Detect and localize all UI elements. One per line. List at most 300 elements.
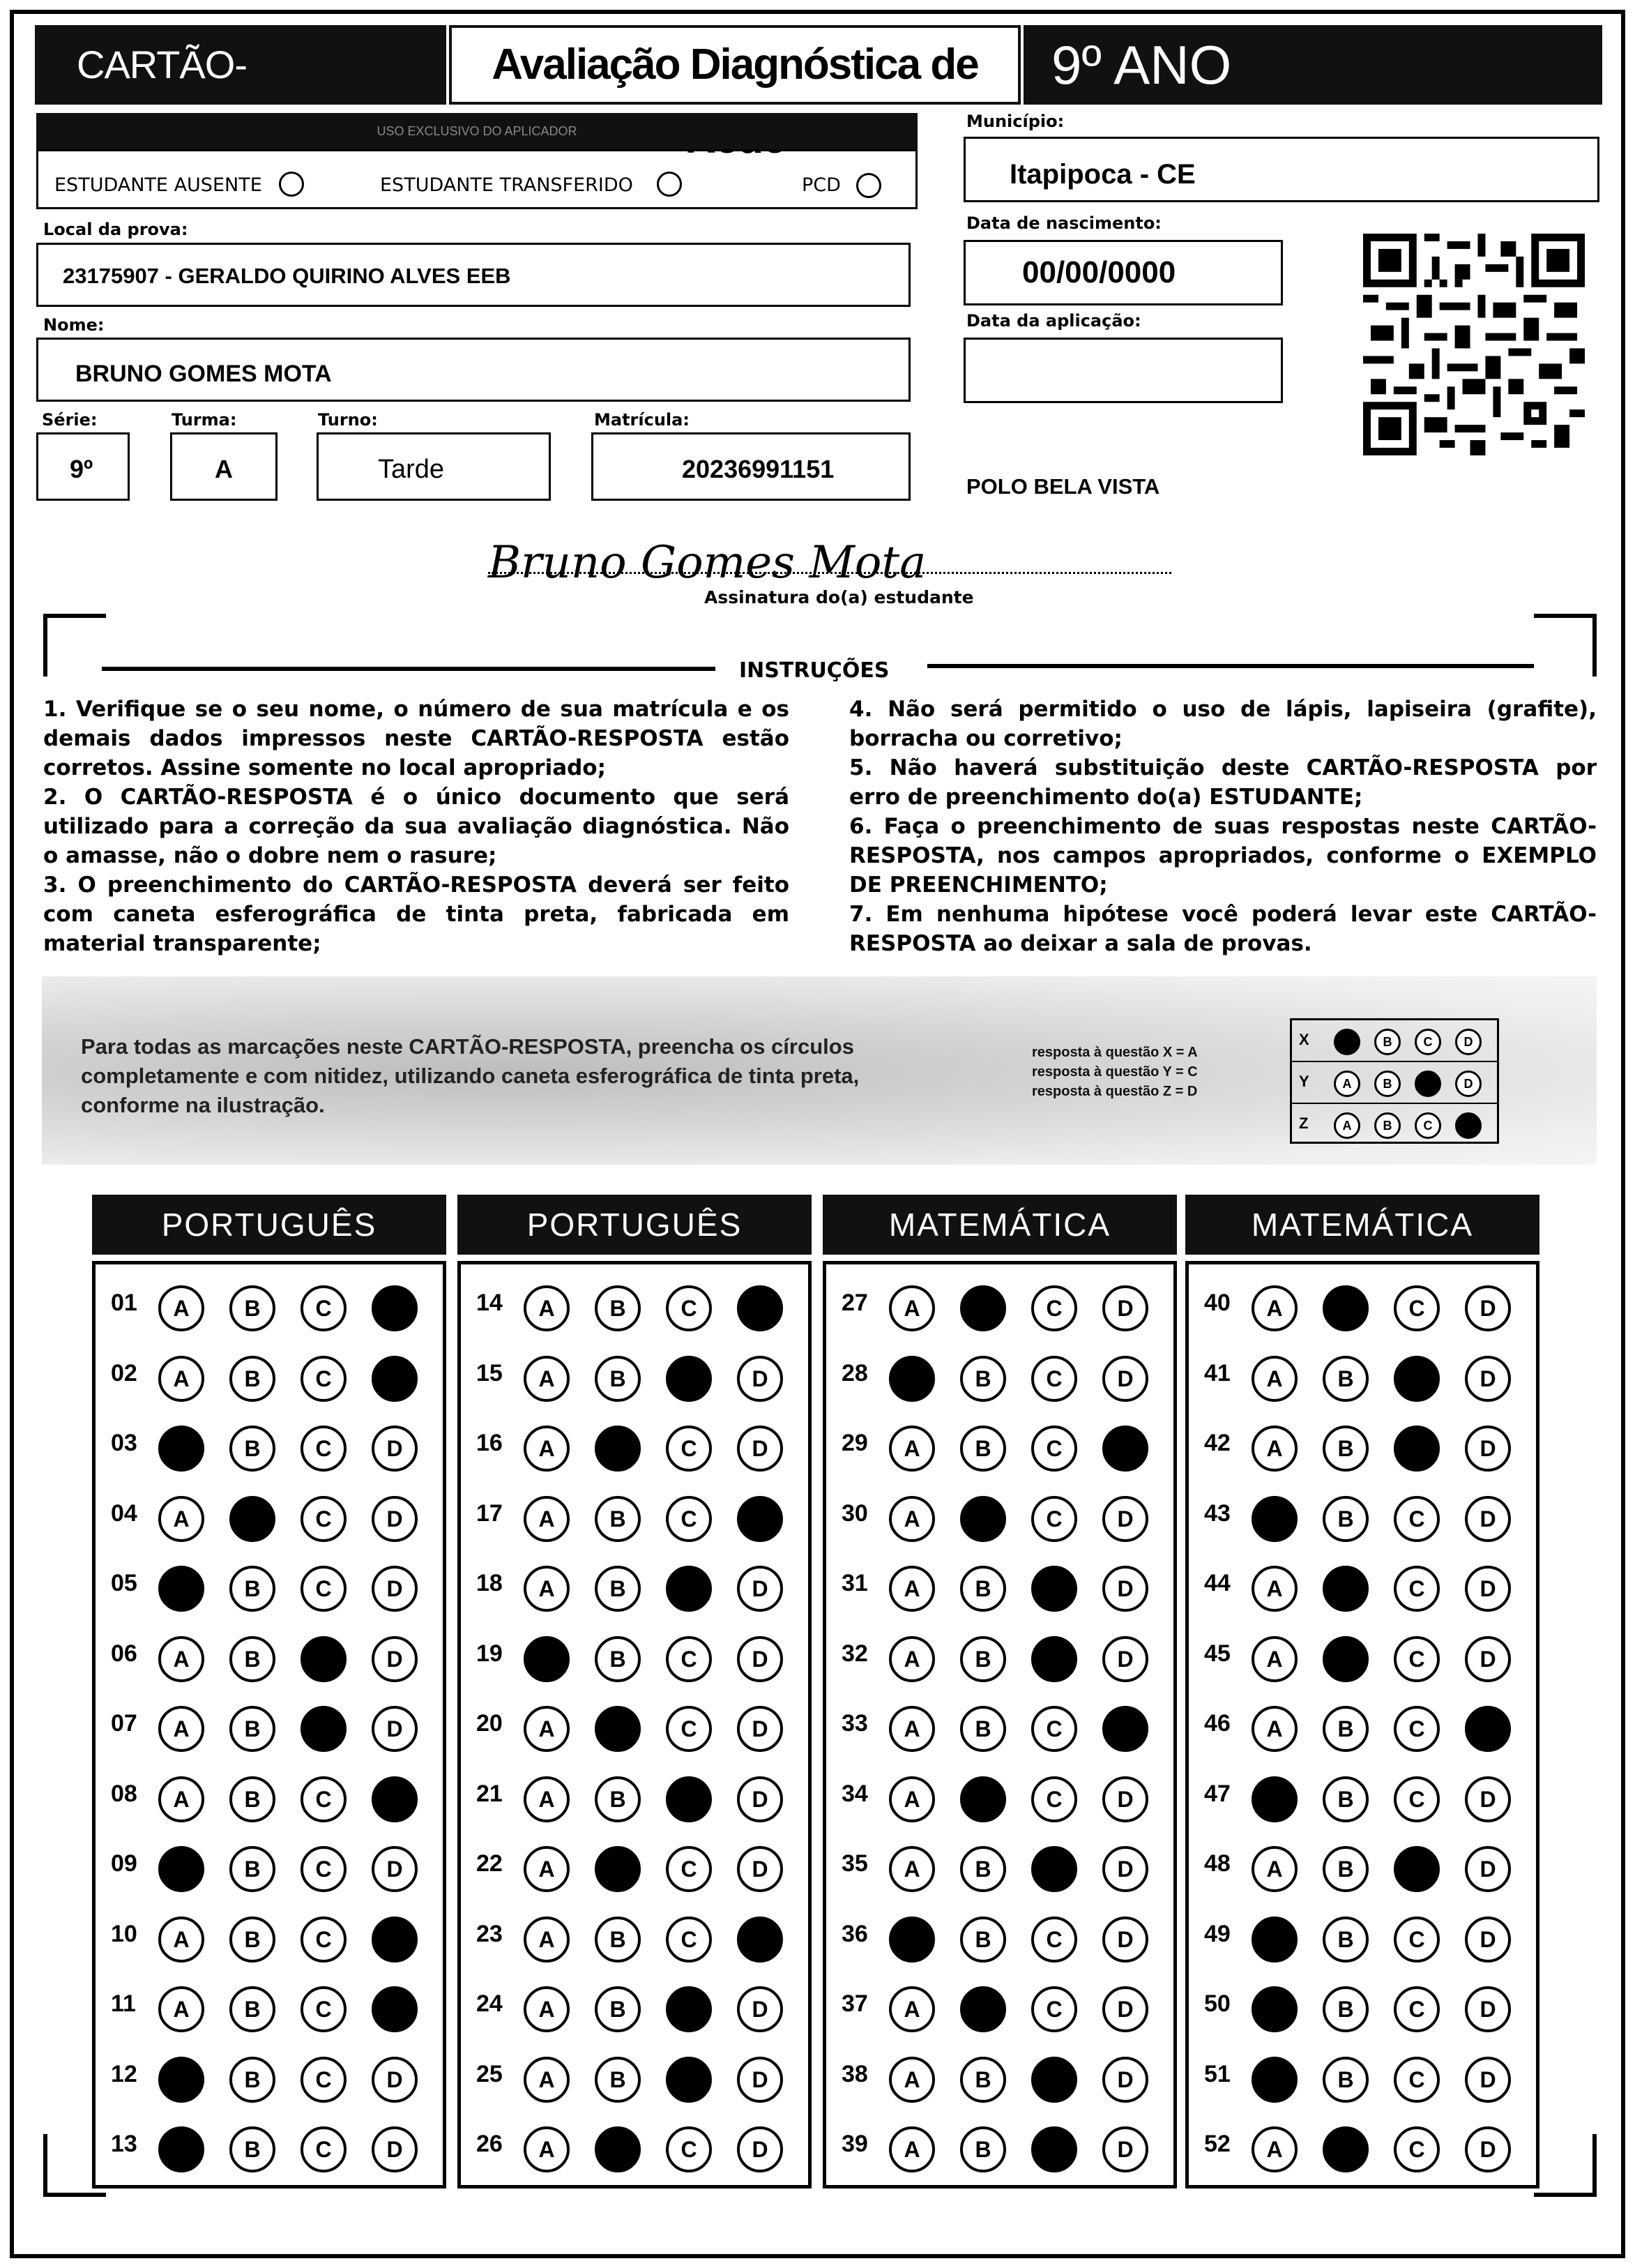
answer-bubble-49-a[interactable]: A <box>1252 1917 1298 1963</box>
municipio-value: Itapipoca - CE <box>1010 159 1196 190</box>
answer-bubble-13-a[interactable]: A <box>158 2126 204 2172</box>
answer-bubble-35-c[interactable]: C <box>1031 1846 1077 1892</box>
answer-bubble-34-a[interactable]: A <box>889 1776 935 1822</box>
turma-value: A <box>215 455 233 483</box>
question-number: 14 <box>476 1290 503 1316</box>
question-number: 05 <box>111 1570 137 1596</box>
answer-bubble-50-a[interactable]: A <box>1252 1986 1298 2032</box>
answer-bubble-06-c[interactable]: C <box>301 1636 347 1682</box>
answer-bubble-10-d[interactable]: D <box>372 1917 418 1963</box>
question-row-48 <box>1189 1835 1536 1891</box>
answer-bubble-12-a[interactable]: A <box>158 2057 204 2103</box>
answer-bubble-13-d[interactable]: D <box>372 2126 418 2172</box>
answer-bubble-35-d[interactable]: D <box>1102 1846 1148 1892</box>
answer-bubble-16-c[interactable]: C <box>666 1426 712 1472</box>
answer-bubble-51-a[interactable]: A <box>1252 2057 1298 2103</box>
answer-bubble-36-d[interactable]: D <box>1102 1917 1148 1963</box>
answer-bubble-39-c[interactable]: C <box>1031 2126 1077 2172</box>
answer-bubble-45-d[interactable]: D <box>1465 1636 1511 1682</box>
answer-bubble-21-c[interactable]: C <box>666 1776 712 1822</box>
answer-bubble-52-d[interactable]: D <box>1465 2126 1511 2172</box>
answer-bubble-05-a[interactable]: A <box>158 1566 204 1612</box>
answer-bubble-17-a[interactable]: A <box>524 1496 570 1542</box>
answer-bubble-36-b[interactable]: B <box>960 1917 1006 1963</box>
answer-bubble-18-c[interactable]: C <box>666 1566 712 1612</box>
answer-bubble-38-b[interactable]: B <box>960 2057 1006 2103</box>
answer-bubble-27-b[interactable]: B <box>960 1285 1006 1331</box>
answer-bubble-03-c[interactable]: C <box>301 1426 347 1472</box>
answer-bubble-19-d[interactable]: D <box>737 1636 783 1682</box>
answer-bubble-05-d[interactable]: D <box>372 1566 418 1612</box>
answer-bubble-16-d[interactable]: D <box>737 1426 783 1472</box>
question-row-44 <box>1189 1555 1536 1610</box>
answer-bubble-48-a[interactable]: A <box>1252 1846 1298 1892</box>
answer-bubble-50-b[interactable]: B <box>1323 1986 1369 2032</box>
answer-bubble-08-a[interactable]: A <box>158 1776 204 1822</box>
answer-bubble-36-a[interactable]: A <box>889 1917 935 1963</box>
question-row-37 <box>826 1975 1173 2031</box>
answer-bubble-16-a[interactable]: A <box>524 1426 570 1472</box>
answer-bubble-32-b[interactable]: B <box>960 1636 1006 1682</box>
question-row-02 <box>96 1345 443 1400</box>
question-row-16 <box>461 1414 808 1470</box>
answer-bubble-40-d[interactable]: D <box>1465 1285 1511 1331</box>
question-row-31 <box>826 1555 1173 1610</box>
answer-bubble-26-a[interactable]: A <box>524 2126 570 2172</box>
answer-bubble-02-c[interactable]: C <box>301 1356 347 1402</box>
question-number: 02 <box>111 1359 137 1386</box>
answer-bubble-13-c[interactable]: C <box>301 2126 347 2172</box>
aplicacao-label: Data da aplicação: <box>966 311 1141 331</box>
question-row-40 <box>1189 1274 1536 1330</box>
question-row-45 <box>1189 1625 1536 1681</box>
answer-bubble-29-c[interactable]: C <box>1031 1426 1077 1472</box>
answer-bubble-21-a[interactable]: A <box>524 1776 570 1822</box>
answer-bubble-11-b[interactable]: B <box>229 1986 275 2032</box>
answer-bubble-10-a[interactable]: A <box>158 1917 204 1963</box>
answer-bubble-23-a[interactable]: A <box>524 1917 570 1963</box>
question-number: 22 <box>476 1850 503 1877</box>
answer-bubble-45-b[interactable]: B <box>1323 1636 1369 1682</box>
signature-handwritten: Bruno Gomes Mota <box>488 537 927 589</box>
answer-bubble-12-d[interactable]: D <box>372 2057 418 2103</box>
answer-bubble-25-c[interactable]: C <box>666 2057 712 2103</box>
answer-bubble-43-c[interactable]: C <box>1394 1496 1440 1542</box>
answer-bubble-42-d[interactable]: D <box>1465 1426 1511 1472</box>
question-row-51 <box>1189 2046 1536 2101</box>
question-number: 40 <box>1204 1290 1231 1316</box>
answer-bubble-19-a[interactable]: A <box>524 1636 570 1682</box>
question-row-19 <box>461 1625 808 1681</box>
transferred-checkbox[interactable] <box>657 172 682 197</box>
answer-bubble-01-b[interactable]: B <box>229 1285 275 1331</box>
example-bubble-d <box>1455 1112 1482 1139</box>
answer-bubble-01-d[interactable]: D <box>372 1285 418 1331</box>
answer-bubble-07-b[interactable]: B <box>229 1706 275 1752</box>
answer-bubble-23-c[interactable]: C <box>666 1917 712 1963</box>
answer-bubble-30-c[interactable]: C <box>1031 1496 1077 1542</box>
answer-bubble-19-b[interactable]: B <box>595 1636 641 1682</box>
example-bubble-d: D <box>1455 1071 1482 1097</box>
answer-bubble-33-b[interactable]: B <box>960 1706 1006 1752</box>
answer-bubble-43-d[interactable]: D <box>1465 1496 1511 1542</box>
answer-bubble-14-b[interactable]: B <box>595 1285 641 1331</box>
question-row-35 <box>826 1835 1173 1891</box>
answer-bubble-03-b[interactable]: B <box>229 1426 275 1472</box>
subject-header-2: PORTUGUÊS <box>457 1195 812 1255</box>
absent-checkbox[interactable] <box>279 172 304 197</box>
answer-bubble-22-a[interactable]: A <box>524 1846 570 1892</box>
answer-bubble-13-b[interactable]: B <box>229 2126 275 2172</box>
answer-bubble-17-d[interactable]: D <box>737 1496 783 1542</box>
answer-bubble-42-a[interactable]: A <box>1252 1426 1298 1472</box>
question-row-05 <box>96 1555 443 1610</box>
answer-bubble-52-a[interactable]: A <box>1252 2126 1298 2172</box>
answer-bubble-09-b[interactable]: B <box>229 1846 275 1892</box>
answer-bubble-45-a[interactable]: A <box>1252 1636 1298 1682</box>
answer-bubble-04-c[interactable]: C <box>301 1496 347 1542</box>
answer-bubble-41-d[interactable]: D <box>1465 1356 1511 1402</box>
answer-bubble-38-c[interactable]: C <box>1031 2057 1077 2103</box>
answer-bubble-01-c[interactable]: C <box>301 1285 347 1331</box>
answer-bubble-51-b[interactable]: B <box>1323 2057 1369 2103</box>
example-bubble-b: B <box>1374 1071 1401 1097</box>
answer-bubble-18-b[interactable]: B <box>595 1566 641 1612</box>
answer-bubble-49-b[interactable]: B <box>1323 1917 1369 1963</box>
question-row-14 <box>461 1274 808 1330</box>
question-number: 50 <box>1204 1990 1231 2017</box>
answer-bubble-26-d[interactable]: D <box>737 2126 783 2172</box>
subject-header-4: MATEMÁTICA <box>1185 1195 1539 1255</box>
answer-bubble-27-d[interactable]: D <box>1102 1285 1148 1331</box>
answer-bubble-47-a[interactable]: A <box>1252 1776 1298 1822</box>
question-row-47 <box>1189 1765 1536 1821</box>
example-bubble-b: B <box>1374 1029 1401 1055</box>
answer-bubble-45-c[interactable]: C <box>1394 1636 1440 1682</box>
answer-bubble-29-d[interactable]: D <box>1102 1426 1148 1472</box>
question-row-23 <box>461 1905 808 1961</box>
answer-bubble-37-b[interactable]: B <box>960 1986 1006 2032</box>
answer-bubble-07-c[interactable]: C <box>301 1706 347 1752</box>
answer-bubble-38-a[interactable]: A <box>889 2057 935 2103</box>
question-row-42 <box>1189 1414 1536 1470</box>
answer-bubble-25-d[interactable]: D <box>737 2057 783 2103</box>
answer-bubble-33-c[interactable]: C <box>1031 1706 1077 1752</box>
answer-bubble-28-a[interactable]: A <box>889 1356 935 1402</box>
answer-bubble-03-a[interactable]: A <box>158 1426 204 1472</box>
answer-bubble-22-c[interactable]: C <box>666 1846 712 1892</box>
example-text: Para todas as marcações neste CARTÃO-RESPOSTA, preencha os círculos completamente e com nitidez, utilizando caneta esferográfica de tinta preta, conforme na ilustração. <box>81 1034 860 1117</box>
instructions-title: INSTRUÇÕES <box>739 658 890 683</box>
question-row-09 <box>96 1835 443 1891</box>
answer-bubble-11-a[interactable]: A <box>158 1986 204 2032</box>
subject-header-3: MATEMÁTICA <box>823 1195 1177 1255</box>
answer-bubble-38-d[interactable]: D <box>1102 2057 1148 2103</box>
answer-bubble-14-d[interactable]: D <box>737 1285 783 1331</box>
question-number: 10 <box>111 1920 137 1947</box>
answer-bubble-24-c[interactable]: C <box>666 1986 712 2032</box>
question-row-24 <box>461 1975 808 2031</box>
municipio-label: Município: <box>966 112 1065 131</box>
answer-bubble-04-d[interactable]: D <box>372 1496 418 1542</box>
answer-bubble-04-b[interactable]: B <box>229 1496 275 1542</box>
answer-bubble-21-b[interactable]: B <box>595 1776 641 1822</box>
question-number: 41 <box>1204 1359 1231 1386</box>
answer-bubble-24-b[interactable]: B <box>595 1986 641 2032</box>
answer-bubble-36-c[interactable]: C <box>1031 1917 1077 1963</box>
answer-bubble-48-b[interactable]: B <box>1323 1846 1369 1892</box>
answer-bubble-48-c[interactable]: C <box>1394 1846 1440 1892</box>
answer-bubble-52-b[interactable]: B <box>1323 2126 1369 2172</box>
answer-bubble-31-b[interactable]: B <box>960 1566 1006 1612</box>
answer-bubble-20-d[interactable]: D <box>737 1706 783 1752</box>
example-bubble-b: B <box>1374 1112 1401 1139</box>
answer-bubble-30-b[interactable]: B <box>960 1496 1006 1542</box>
answer-bubble-31-d[interactable]: D <box>1102 1566 1148 1612</box>
answer-bubble-05-b[interactable]: B <box>229 1566 275 1612</box>
answer-bubble-42-b[interactable]: B <box>1323 1426 1369 1472</box>
answer-bubble-06-a[interactable]: A <box>158 1636 204 1682</box>
answer-bubble-37-c[interactable]: C <box>1031 1986 1077 2032</box>
answer-bubble-09-a[interactable]: A <box>158 1846 204 1892</box>
answer-bubble-49-c[interactable]: C <box>1394 1917 1440 1963</box>
answer-bubble-10-b[interactable]: B <box>229 1917 275 1963</box>
question-row-01 <box>96 1274 443 1330</box>
answer-bubble-32-c[interactable]: C <box>1031 1636 1077 1682</box>
answer-bubble-47-b[interactable]: B <box>1323 1776 1369 1822</box>
example-row-label: X <box>1299 1031 1309 1048</box>
question-row-10 <box>96 1905 443 1961</box>
question-row-20 <box>461 1695 808 1751</box>
answer-bubble-33-a[interactable]: A <box>889 1706 935 1752</box>
local-label: Local da prova: <box>43 220 188 239</box>
answer-bubble-35-b[interactable]: B <box>960 1846 1006 1892</box>
example-row-x <box>1292 1020 1497 1062</box>
question-number: 35 <box>842 1850 868 1877</box>
answer-bubble-24-a[interactable]: A <box>524 1986 570 2032</box>
question-number: 42 <box>1204 1430 1231 1456</box>
question-number: 51 <box>1204 2060 1231 2087</box>
answer-bubble-44-c[interactable]: C <box>1394 1566 1440 1612</box>
answer-bubble-46-c[interactable]: C <box>1394 1706 1440 1752</box>
question-row-21 <box>461 1765 808 1821</box>
answer-bubble-03-d[interactable]: D <box>372 1426 418 1472</box>
answer-bubble-26-b[interactable]: B <box>595 2126 641 2172</box>
answer-bubble-44-a[interactable]: A <box>1252 1566 1298 1612</box>
answer-bubble-43-b[interactable]: B <box>1323 1496 1369 1542</box>
question-row-28 <box>826 1345 1173 1400</box>
answer-bubble-27-c[interactable]: C <box>1031 1285 1077 1331</box>
answer-bubble-25-a[interactable]: A <box>524 2057 570 2103</box>
answer-bubble-23-d[interactable]: D <box>737 1917 783 1963</box>
transferred-label: ESTUDANTE TRANSFERIDO <box>380 174 633 196</box>
answer-bubble-34-c[interactable]: C <box>1031 1776 1077 1822</box>
answer-bubble-50-d[interactable]: D <box>1465 1986 1511 2032</box>
answer-bubble-35-a[interactable]: A <box>889 1846 935 1892</box>
answer-bubble-37-a[interactable]: A <box>889 1986 935 2032</box>
answer-bubble-25-b[interactable]: B <box>595 2057 641 2103</box>
answer-bubble-43-a[interactable]: A <box>1252 1496 1298 1542</box>
answer-bubble-41-b[interactable]: B <box>1323 1356 1369 1402</box>
answer-bubble-39-b[interactable]: B <box>960 2126 1006 2172</box>
answer-bubble-19-c[interactable]: C <box>666 1636 712 1682</box>
answer-bubble-32-a[interactable]: A <box>889 1636 935 1682</box>
answer-bubble-29-b[interactable]: B <box>960 1426 1006 1472</box>
answer-bubble-40-a[interactable]: A <box>1252 1285 1298 1331</box>
answer-bubble-32-d[interactable]: D <box>1102 1636 1148 1682</box>
answer-bubble-34-d[interactable]: D <box>1102 1776 1148 1822</box>
answer-bubble-22-d[interactable]: D <box>737 1846 783 1892</box>
answer-bubble-52-c[interactable]: C <box>1394 2126 1440 2172</box>
question-row-46 <box>1189 1695 1536 1751</box>
question-row-11 <box>96 1975 443 2031</box>
question-number: 31 <box>842 1570 868 1596</box>
example-row-label: Z <box>1299 1114 1309 1132</box>
answer-bubble-08-d[interactable]: D <box>372 1776 418 1822</box>
answer-bubble-23-b[interactable]: B <box>595 1917 641 1963</box>
answer-bubble-46-a[interactable]: A <box>1252 1706 1298 1752</box>
answer-bubble-02-b[interactable]: B <box>229 1356 275 1402</box>
answer-bubble-09-c[interactable]: C <box>301 1846 347 1892</box>
answer-bubble-08-c[interactable]: C <box>301 1776 347 1822</box>
answer-bubble-06-b[interactable]: B <box>229 1636 275 1682</box>
answer-bubble-18-d[interactable]: D <box>737 1566 783 1612</box>
question-number: 09 <box>111 1850 137 1877</box>
answer-bubble-47-c[interactable]: C <box>1394 1776 1440 1822</box>
corner-mark-bottom-right <box>1534 2134 1597 2197</box>
question-row-41 <box>1189 1345 1536 1400</box>
nome-value: BRUNO GOMES MOTA <box>75 361 332 387</box>
answer-bubble-15-c[interactable]: C <box>666 1356 712 1402</box>
answer-bubble-05-c[interactable]: C <box>301 1566 347 1612</box>
answer-bubble-40-c[interactable]: C <box>1394 1285 1440 1331</box>
answer-bubble-12-c[interactable]: C <box>301 2057 347 2103</box>
answer-bubble-15-a[interactable]: A <box>524 1356 570 1402</box>
example-legend-x: resposta à questão X = A <box>1032 1045 1198 1060</box>
answer-bubble-39-a[interactable]: A <box>889 2126 935 2172</box>
answer-bubble-15-b[interactable]: B <box>595 1356 641 1402</box>
question-number: 45 <box>1204 1640 1231 1667</box>
question-number: 08 <box>111 1780 137 1807</box>
answer-bubble-09-d[interactable]: D <box>372 1846 418 1892</box>
answer-bubble-08-b[interactable]: B <box>229 1776 275 1822</box>
question-row-25 <box>461 2046 808 2101</box>
answer-bubble-47-d[interactable]: D <box>1465 1776 1511 1822</box>
question-number: 26 <box>476 2131 503 2157</box>
serie-value: 9º <box>70 455 93 483</box>
answer-bubble-28-d[interactable]: D <box>1102 1356 1148 1402</box>
subject-header-1: PORTUGUÊS <box>92 1195 446 1255</box>
answer-bubble-14-a[interactable]: A <box>524 1285 570 1331</box>
answer-bubble-10-c[interactable]: C <box>301 1917 347 1963</box>
answer-bubble-07-a[interactable]: A <box>158 1706 204 1752</box>
answer-bubble-31-a[interactable]: A <box>889 1566 935 1612</box>
answer-bubble-28-b[interactable]: B <box>960 1356 1006 1402</box>
example-bubble-c: C <box>1415 1112 1441 1139</box>
question-number: 18 <box>476 1570 503 1596</box>
answer-bubble-49-d[interactable]: D <box>1465 1917 1511 1963</box>
question-number: 28 <box>842 1359 868 1386</box>
question-number: 01 <box>111 1290 137 1316</box>
question-row-13 <box>96 2115 443 2171</box>
applicator-bar: USO EXCLUSIVO DO APLICADOR <box>36 113 918 149</box>
answer-bubble-50-c[interactable]: C <box>1394 1986 1440 2032</box>
example-bubble-a: A <box>1334 1071 1360 1097</box>
grade-title: 9º ANO <box>1024 25 1602 105</box>
answer-bubble-18-a[interactable]: A <box>524 1566 570 1612</box>
answer-bubble-30-a[interactable]: A <box>889 1496 935 1542</box>
answer-bubble-12-b[interactable]: B <box>229 2057 275 2103</box>
nome-label: Nome: <box>43 315 105 335</box>
answer-bubble-11-c[interactable]: C <box>301 1986 347 2032</box>
question-number: 34 <box>842 1780 868 1807</box>
answer-bubble-02-a[interactable]: A <box>158 1356 204 1402</box>
answer-bubble-21-d[interactable]: D <box>737 1776 783 1822</box>
question-row-33 <box>826 1695 1173 1751</box>
answer-bubble-04-a[interactable]: A <box>158 1496 204 1542</box>
answer-bubble-51-d[interactable]: D <box>1465 2057 1511 2103</box>
answer-bubble-31-c[interactable]: C <box>1031 1566 1077 1612</box>
example-legend-y: resposta à questão Y = C <box>1032 1064 1198 1080</box>
question-row-27 <box>826 1274 1173 1330</box>
answer-bubble-17-b[interactable]: B <box>595 1496 641 1542</box>
pcd-checkbox[interactable] <box>856 173 881 198</box>
answer-bubble-48-d[interactable]: D <box>1465 1846 1511 1892</box>
answer-bubble-27-a[interactable]: A <box>889 1285 935 1331</box>
answer-bubble-46-d[interactable]: D <box>1465 1706 1511 1752</box>
answer-bubble-40-b[interactable]: B <box>1323 1285 1369 1331</box>
answer-bubble-06-d[interactable]: D <box>372 1636 418 1682</box>
answer-bubble-17-c[interactable]: C <box>666 1496 712 1542</box>
answer-bubble-44-b[interactable]: B <box>1323 1566 1369 1612</box>
example-bubble-a: A <box>1334 1112 1360 1139</box>
answer-bubble-26-c[interactable]: C <box>666 2126 712 2172</box>
answer-bubble-37-d[interactable]: D <box>1102 1986 1148 2032</box>
answer-bubble-51-c[interactable]: C <box>1394 2057 1440 2103</box>
answer-bubble-41-a[interactable]: A <box>1252 1356 1298 1402</box>
answer-bubble-14-c[interactable]: C <box>666 1285 712 1331</box>
answer-bubble-20-a[interactable]: A <box>524 1706 570 1752</box>
local-value: 23175907 - GERALDO QUIRINO ALVES EEB <box>63 264 511 288</box>
answer-bubble-20-b[interactable]: B <box>595 1706 641 1752</box>
nascimento-value: 00/00/0000 <box>1022 255 1176 289</box>
answer-bubble-22-b[interactable]: B <box>595 1846 641 1892</box>
answer-bubble-33-d[interactable]: D <box>1102 1706 1148 1752</box>
answer-bubble-20-c[interactable]: C <box>666 1706 712 1752</box>
answer-bubble-39-d[interactable]: D <box>1102 2126 1148 2172</box>
answer-bubble-41-c[interactable]: C <box>1394 1356 1440 1402</box>
answer-bubble-29-a[interactable]: A <box>889 1426 935 1472</box>
answer-bubble-24-d[interactable]: D <box>737 1986 783 2032</box>
answer-bubble-34-b[interactable]: B <box>960 1776 1006 1822</box>
fill-example <box>42 976 1597 1165</box>
answer-bubble-30-d[interactable]: D <box>1102 1496 1148 1542</box>
answer-bubble-16-b[interactable]: B <box>595 1426 641 1472</box>
answer-bubble-07-d[interactable]: D <box>372 1706 418 1752</box>
answer-bubble-15-d[interactable]: D <box>737 1356 783 1402</box>
question-number: 24 <box>476 1990 503 2017</box>
answer-bubble-11-d[interactable]: D <box>372 1986 418 2032</box>
answer-bubble-02-d[interactable]: D <box>372 1356 418 1402</box>
answer-bubble-42-c[interactable]: C <box>1394 1426 1440 1472</box>
question-row-03 <box>96 1414 443 1470</box>
answer-bubble-01-a[interactable]: A <box>158 1285 204 1331</box>
question-number: 11 <box>111 1990 136 2017</box>
question-number: 43 <box>1204 1499 1231 1527</box>
answer-bubble-44-d[interactable]: D <box>1465 1566 1511 1612</box>
answer-bubble-28-c[interactable]: C <box>1031 1356 1077 1402</box>
answer-bubble-46-b[interactable]: B <box>1323 1706 1369 1752</box>
